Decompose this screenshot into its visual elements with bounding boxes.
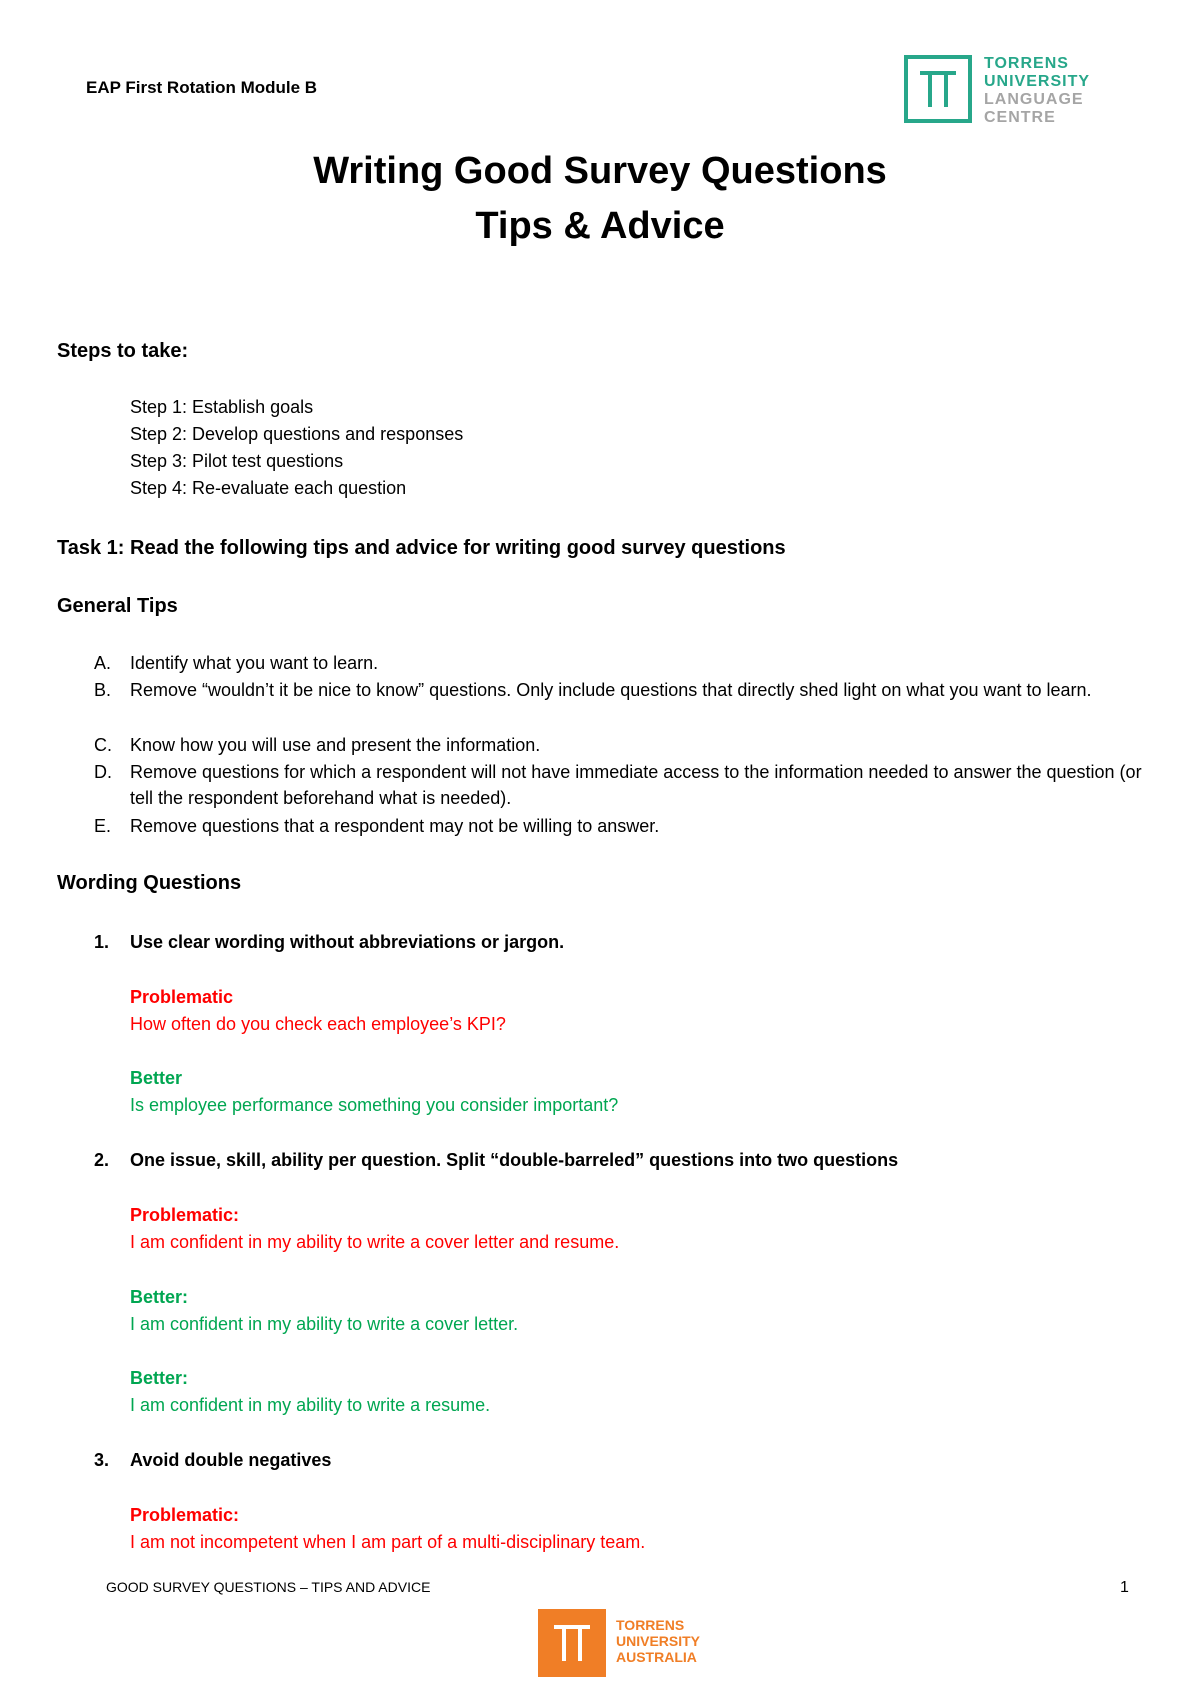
step-item: Step 2: Develop questions and responses: [130, 424, 464, 444]
question-text: Avoid double negatives: [130, 1450, 332, 1470]
problematic-example: How often do you check each employee’s KPI?: [130, 1014, 506, 1034]
logo-line-1: TORRENS: [616, 1617, 685, 1633]
question-number: 2.: [94, 1150, 110, 1170]
logo-line-4: CENTRE: [984, 109, 1056, 126]
tip-letter: C.: [94, 735, 112, 755]
tip-text: Identify what you want to learn.: [130, 653, 379, 673]
question-number: 1.: [94, 932, 110, 952]
question-text: One issue, skill, ability per question. Split “double-barreled” questions into two questions: [130, 1150, 899, 1170]
page-subtitle: Tips & Advice: [475, 205, 725, 247]
tip-text: Remove questions for which a respondent will not have immediate access to the information needed to answer the question (or tell the respondent beforehand what is needed).: [130, 762, 1142, 808]
problematic-label: Problematic: [130, 987, 234, 1007]
better-label: Better:: [130, 1368, 189, 1388]
tip-letter: B.: [94, 680, 112, 700]
page-number: 1: [1120, 1579, 1129, 1596]
logo-line-3: LANGUAGE: [984, 91, 1084, 108]
better-label: Better: [130, 1068, 183, 1088]
step-item: Step 3: Pilot test questions: [130, 451, 344, 471]
problematic-label: Problematic:: [130, 1505, 240, 1525]
logo-line-3: AUSTRALIA: [616, 1649, 697, 1665]
question-text: Use clear wording without abbreviations or jargon.: [130, 932, 565, 952]
logo-mark-icon: [538, 1609, 606, 1677]
problematic-example: I am not incompetent when I am part of a multi-disciplinary team.: [130, 1532, 646, 1552]
tip-letter: D.: [94, 762, 112, 782]
logo-line-1: TORRENS: [984, 55, 1069, 72]
tip-letter: E.: [94, 816, 112, 836]
module-header: EAP First Rotation Module B: [86, 78, 318, 97]
step-item: Step 1: Establish goals: [130, 397, 314, 417]
step-item: Step 4: Re-evaluate each question: [130, 478, 407, 498]
page-title: Writing Good Survey Questions: [313, 150, 887, 192]
task-heading: Task 1: Read the following tips and advice for writing good survey questions: [57, 537, 786, 559]
better-example: Is employee performance something you consider important?: [130, 1095, 619, 1115]
logo-mark-icon: [904, 55, 972, 123]
better-example: I am confident in my ability to write a cover letter.: [130, 1314, 519, 1334]
wording-heading: Wording Questions: [57, 872, 242, 894]
question-number: 3.: [94, 1450, 110, 1470]
tip-letter: A.: [94, 653, 112, 673]
footer-title: GOOD SURVEY QUESTIONS – TIPS AND ADVICE: [106, 1579, 431, 1595]
general-tips-heading: General Tips: [57, 595, 178, 617]
logo-line-2: UNIVERSITY: [616, 1633, 701, 1649]
problematic-label: Problematic:: [130, 1205, 240, 1225]
logo-line-2: UNIVERSITY: [984, 73, 1091, 90]
torrens-language-centre-logo: [904, 55, 1114, 125]
torrens-university-australia-logo: [538, 1609, 708, 1679]
tip-text: Remove “wouldn’t it be nice to know” questions. Only include questions that directly shed light on what you want to learn.: [130, 680, 1092, 700]
better-label: Better:: [130, 1287, 189, 1307]
steps-heading: Steps to take:: [57, 340, 189, 362]
problematic-example: I am confident in my ability to write a cover letter and resume.: [130, 1232, 620, 1252]
better-example: I am confident in my ability to write a resume.: [130, 1395, 491, 1415]
tip-text: Know how you will use and present the information.: [130, 735, 541, 755]
tip-text: Remove questions that a respondent may not be willing to answer.: [130, 816, 660, 836]
